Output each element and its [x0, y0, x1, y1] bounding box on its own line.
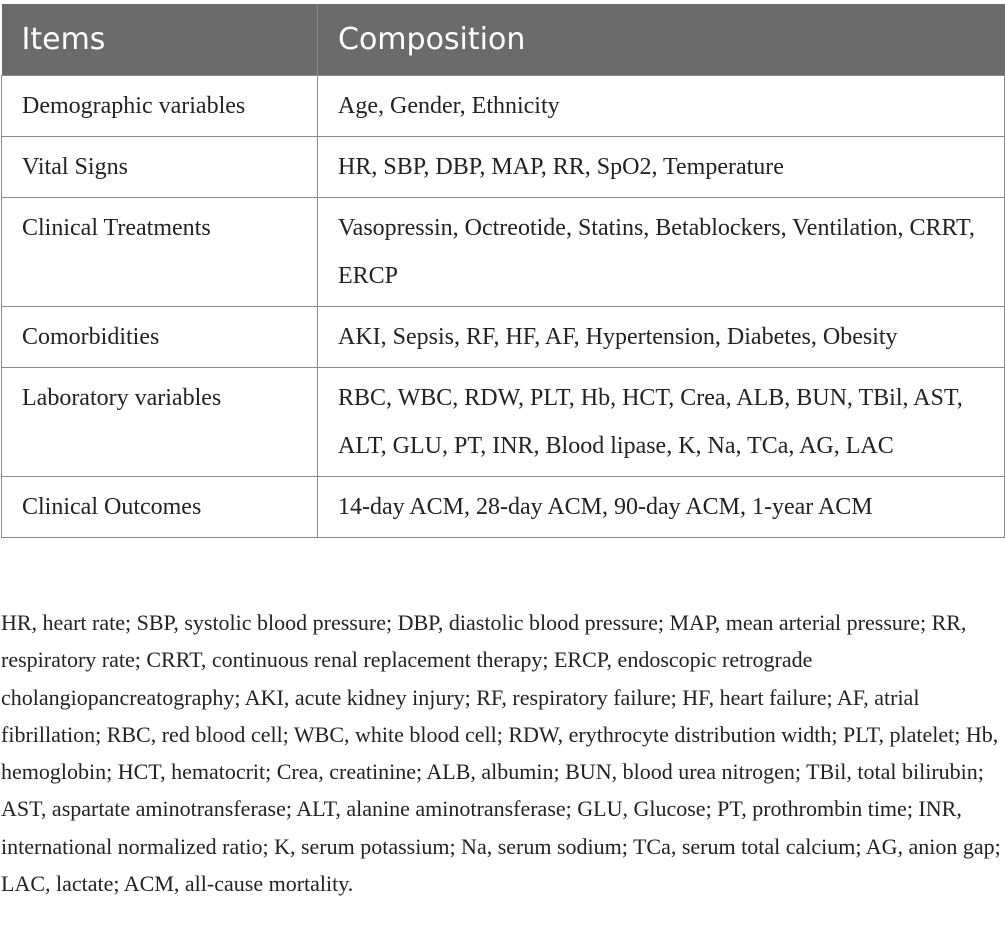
table-row [2, 477, 1005, 538]
table-row [2, 368, 1005, 477]
table-row [2, 137, 1005, 198]
row-composition: 14-day ACM, 28-day ACM, 90-day ACM, 1-year ACM [318, 477, 1005, 538]
row-composition: RBC, WBC, RDW, PLT, Hb, HCT, Crea, ALB, BUN, TBil, AST, ALT, GLU, PT, INR, Blood lipase, K, Na, TCa, AG, LAC [318, 368, 1005, 477]
row-item: Laboratory variables [2, 368, 318, 477]
table-row [2, 76, 1005, 137]
row-item: Demographic variables [2, 76, 318, 137]
row-item: Comorbidities [2, 307, 318, 368]
variables-table [1, 4, 1005, 538]
table-row [2, 198, 1005, 307]
header-items: Items [2, 4, 318, 76]
table-row [2, 307, 1005, 368]
row-item: Clinical Treatments [2, 198, 318, 307]
row-item: Clinical Outcomes [2, 477, 318, 538]
row-composition: AKI, Sepsis, RF, HF, AF, Hypertension, Diabetes, Obesity [318, 307, 1005, 368]
row-item: Vital Signs [2, 137, 318, 198]
header-composition: Composition [318, 4, 1005, 76]
table-header-row [2, 4, 1005, 76]
row-composition: HR, SBP, DBP, MAP, RR, SpO2, Temperature [318, 137, 1005, 198]
row-composition: Age, Gender, Ethnicity [318, 76, 1005, 137]
table-footnote: HR, heart rate; SBP, systolic blood pressure; DBP, diastolic blood pressure; MAP, mean arterial pressure; RR, respiratory rate; CRRT, continuous renal replacement therapy; ERCP, endoscopic retrograde cholangiopancreatography; AKI, acute kidney injury; RF, respiratory failure; HF, heart failure; AF, atrial fibrillation; RBC, red blood cell; WBC, white blood cell; RDW, erythrocyte distribution width; PLT, platelet; Hb, hemoglobin; HCT, hematocrit; Crea, creatinine; ALB, albumin; BUN, blood urea nitrogen; TBil, total bilirubin; AST, aspartate aminotransferase; ALT, alanine aminotransferase; GLU, Glucose; PT, prothrombin time; INR, international normalized ratio; K, serum potassium; Na, serum sodium; TCa, serum total calcium; AG, anion gap; LAC, lactate; ACM, all-cause mortality. [1, 610, 1001, 897]
row-composition: Vasopressin, Octreotide, Statins, Betablockers, Ventilation, CRRT, ERCP [318, 198, 1005, 307]
